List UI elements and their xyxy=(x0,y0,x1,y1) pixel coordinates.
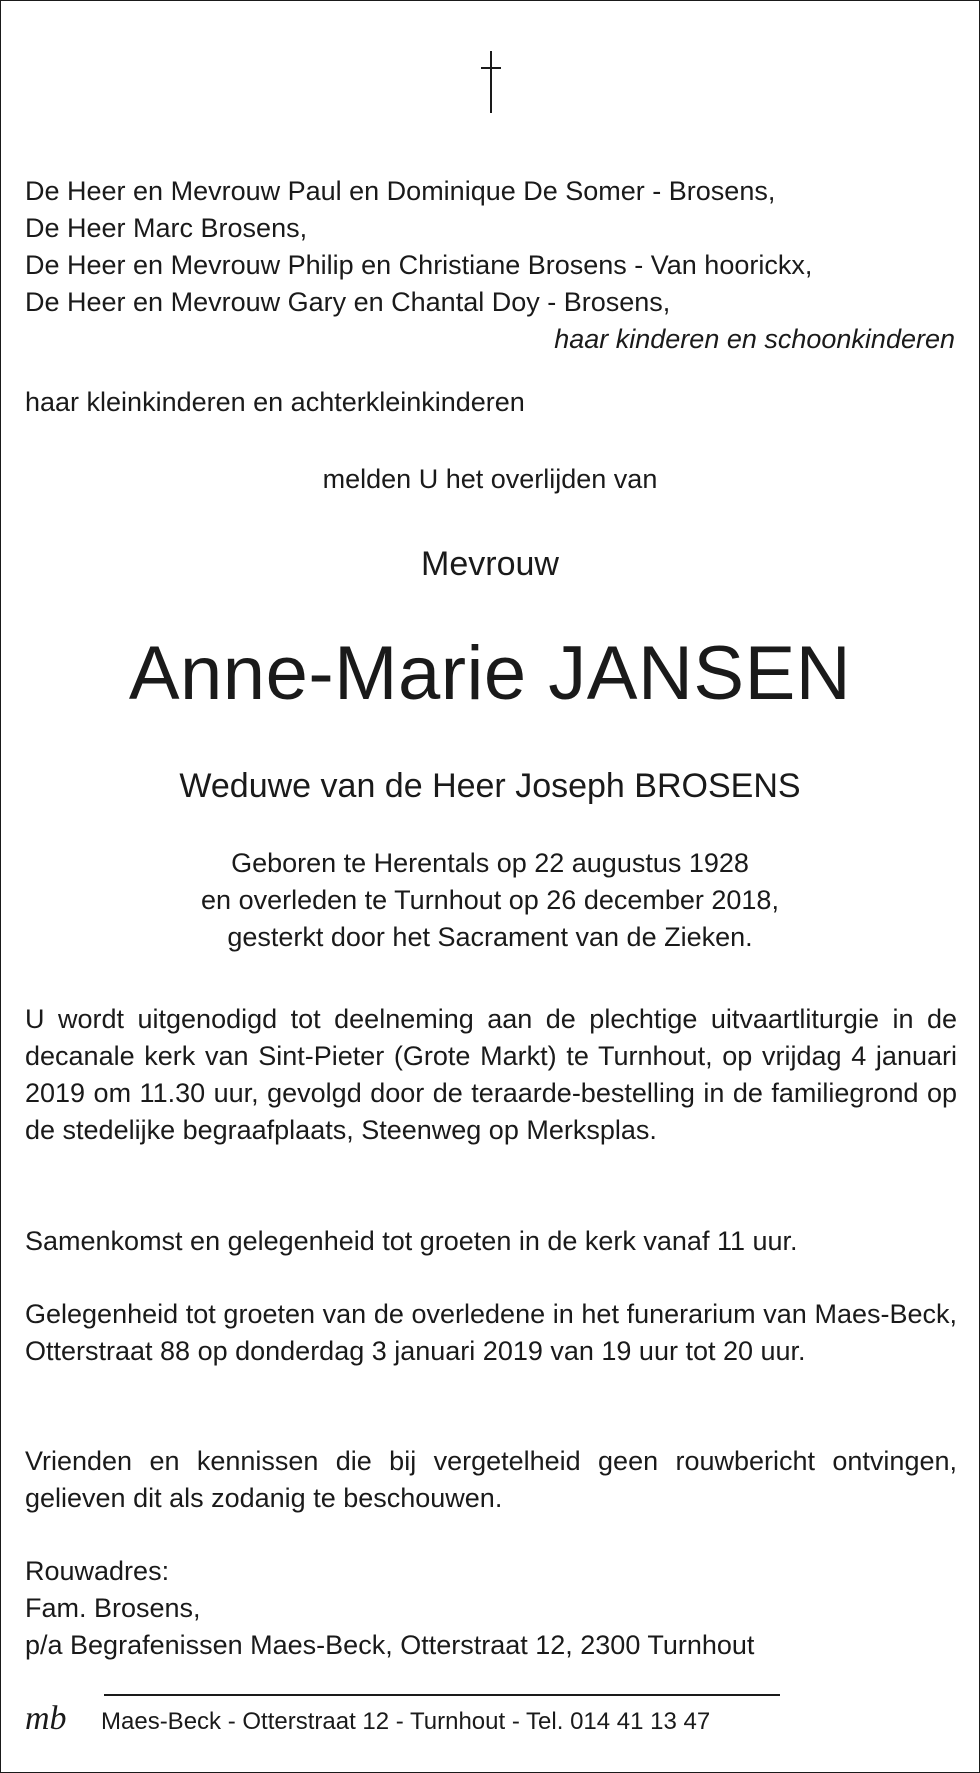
gathering-paragraph: Samenkomst en gelegenheid tot groeten in de kerk vanaf 11 uur. xyxy=(25,1226,798,1256)
deceased-title: Mevrouw xyxy=(421,545,559,583)
viewing-paragraph: Gelegenheid tot groeten van de overledene in het funerarium van Maes-Beck, Otterstraat 88 op donderdag 3 januari 2019 van 19 uur tot 20 uur. xyxy=(25,1299,957,1366)
family-line: De Heer en Mevrouw Philip en Christiane Brosens - Van hoorickx, xyxy=(25,250,813,280)
footer-divider xyxy=(104,1694,780,1696)
mourning-address xyxy=(25,1553,754,1664)
dates-block xyxy=(1,845,979,956)
family-line: De Heer en Mevrouw Paul en Dominique De Somer - Brosens, xyxy=(25,176,776,206)
widow-line: Weduwe van de Heer Joseph BROSENS xyxy=(179,767,801,805)
date-line: gesterkt door het Sacrament van de Zieken. xyxy=(227,922,753,952)
address-name: Fam. Brosens, xyxy=(25,1593,201,1623)
date-line: en overleden te Turnhout op 26 december 2018, xyxy=(201,885,779,915)
address-line: p/a Begrafenissen Maes-Beck, Otterstraat 12, 2300 Turnhout xyxy=(25,1630,755,1660)
grandchildren-line: haar kleinkinderen en achterkleinkinderen xyxy=(25,387,525,417)
family-list xyxy=(25,173,812,321)
friends-paragraph: Vrienden en kennissen die bij vergetelheid geen rouwbericht ontvingen, gelieven dit als zodanig te beschouwen. xyxy=(25,1446,957,1513)
family-role: haar kinderen en schoonkinderen xyxy=(554,324,955,354)
cross-icon xyxy=(490,51,492,113)
address-label: Rouwadres: xyxy=(25,1556,170,1586)
footer-contact: Maes-Beck - Otterstraat 12 - Turnhout - Tel. 014 41 13 47 xyxy=(101,1708,711,1735)
funeral-home-logo: mb xyxy=(25,1700,67,1737)
date-line: Geboren te Herentals op 22 augustus 1928 xyxy=(231,848,749,878)
family-line: De Heer en Mevrouw Gary en Chantal Doy - Brosens, xyxy=(25,287,671,317)
ceremony-paragraph: U wordt uitgenodigd tot deelneming aan de plechtige uitvaartliturgie in de decanale kerk van Sint-Pieter (Grote Markt) te Turnhout, op vrijdag 4 januari 2019 om 11.30 uur, gevolgd door de teraarde-bestelling in de familiegrond op de stedelijke begraafplaats, Steenweg op Merksplas. xyxy=(25,1004,957,1145)
announce-line: melden U het overlijden van xyxy=(322,464,658,494)
deceased-name: Anne-Marie JANSEN xyxy=(128,631,852,716)
family-line: De Heer Marc Brosens, xyxy=(25,213,308,243)
